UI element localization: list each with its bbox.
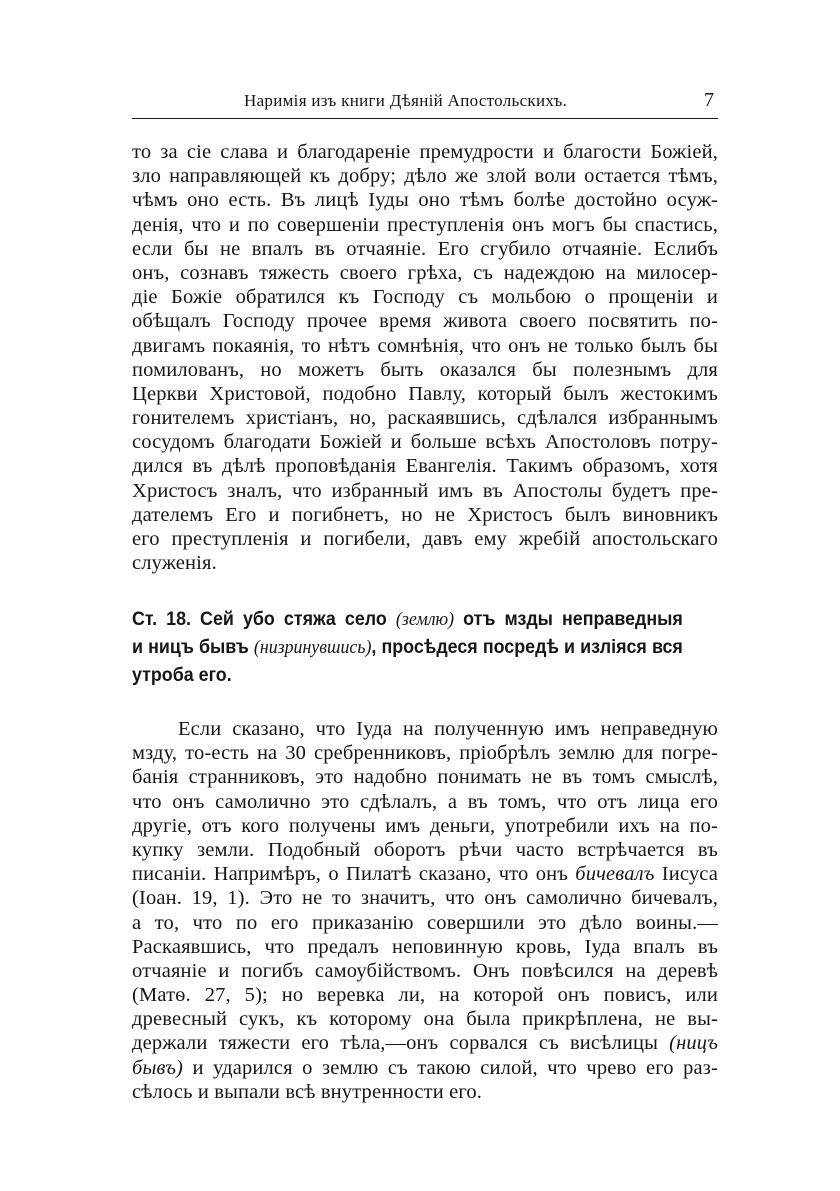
- text-line: Церкви Христовой, подобно Павлу, который былъ жестокимъ: [132, 382, 718, 405]
- verse-gloss: (низринувшись): [253, 637, 372, 658]
- commentary-paragraph-2: [132, 717, 718, 1104]
- text-line: онъ, сознавъ тяжесть своего грѣха, съ надеждою на милосер-: [132, 261, 718, 284]
- text-run: и ударился о землю съ такою силой, что чрево его раз-: [183, 1056, 718, 1079]
- text-line: если бы не впалъ въ отчаяніе. Его сгубило отчаяніе. Еслибъ: [132, 237, 718, 260]
- text-line: [132, 1031, 718, 1055]
- text-line: купку земли. Подобный оборотъ рѣчи часто встрѣчается въ: [132, 838, 718, 861]
- text-line: Раскаявшись, что предалъ неповинную кровь, Іуда впалъ въ: [132, 935, 718, 958]
- italic-word: бичевалъ: [575, 863, 655, 886]
- text-line: то за сіе слава и благодареніе премудрости и благости Божіей,: [132, 141, 718, 163]
- text-line: сѣлось и выпали всѣ внутренности его.: [132, 1080, 483, 1103]
- text-line: двигамъ покаянія, то нѣтъ сомнѣнія, что онъ не только былъ бы: [132, 334, 718, 357]
- text-line: (Матѳ. 27, 5); но веревка ли, на которой онъ повисъ, или: [132, 984, 718, 1007]
- text-line: что онъ самолично это сдѣлалъ, а въ томъ, что отъ лица его: [132, 790, 718, 813]
- italic-word: бывъ): [132, 1056, 184, 1079]
- text-line: отчаяніе и погибъ самоубійствомъ. Онъ повѣсился на деревѣ: [132, 959, 718, 982]
- text-line: Христосъ зналъ, что избранный имъ въ Апостолы будетъ пре-: [132, 479, 718, 502]
- text-line: обѣщалъ Господу прочее время живота своего посвятить по-: [132, 310, 718, 333]
- text-line: помилованъ, но можетъ быть оказался бы полезнымъ для: [132, 358, 718, 381]
- text-run: писаніи. Напримѣръ, о Пилатѣ сказано, что онъ: [132, 863, 576, 886]
- verse-text: Ст. 18. Сей убо стяжа село: [132, 609, 396, 630]
- text-line: Если сказано, что Іуда на полученную имъ неправедную: [178, 718, 718, 740]
- italic-word: (ницъ: [669, 1032, 718, 1055]
- text-line: а то, что по его приказанію совершили это дѣло воины.—: [132, 911, 718, 934]
- text-line: другіе, отъ кого получены имъ деньги, употребили ихъ на по-: [132, 814, 718, 837]
- text-line: діе Божіе обратился къ Господу съ мольбою о прощеніи и: [132, 286, 718, 309]
- verse-gloss: (землю): [395, 609, 455, 630]
- running-title: Наримія изъ книги Дѣяній Апостольскихъ.: [244, 91, 568, 110]
- verse-text: и ницъ бывъ: [132, 637, 254, 658]
- text-line: чѣмъ оно есть. Въ лицѣ Іуды оно тѣмъ болѣе достойно осуж-: [132, 189, 718, 212]
- text-line: [132, 862, 718, 886]
- verse-text: отъ мзды неправедныя: [454, 609, 683, 630]
- verse-text: , просѣдеся посредѣ и изліяся вся: [371, 637, 683, 658]
- verse-line: [132, 606, 683, 634]
- text-line: банія странниковъ, это надобно понимать не въ томъ смыслѣ,: [132, 766, 718, 789]
- text-run: держали тяжести его тѣла,—онъ сорвался съ висѣлицы: [132, 1032, 670, 1055]
- text-line: [132, 1056, 718, 1080]
- verse-line: [132, 634, 683, 662]
- text-run: Іисуса: [654, 863, 718, 886]
- text-line: денія, что и по совершеніи преступленія онъ могъ бы спастись,: [132, 213, 718, 236]
- text-line: древесный сукъ, къ которому она была прикрѣплена, не вы-: [132, 1008, 718, 1031]
- text-line: гонителемъ христіанъ, но, раскаявшись, сдѣлался избраннымъ: [132, 407, 718, 430]
- text-line: сосудомъ благодати Божіей и больше всѣхъ Апостоловъ потру-: [132, 431, 718, 454]
- text-line: дателемъ Его и погибнетъ, но не Христосъ былъ виновникъ: [132, 503, 718, 526]
- text-line: мзду, то-есть на 30 сребренниковъ, пріобрѣлъ землю для погре-: [132, 742, 718, 765]
- text-line: его преступленія и погибели, давъ ему жребій апостольскаго: [132, 528, 718, 550]
- verse-line: утроба его.: [132, 665, 232, 686]
- commentary-paragraph-1: [132, 140, 718, 575]
- text-line: дился въ дѣлѣ проповѣданія Евангелія. Такимъ образомъ, хотя: [132, 455, 718, 478]
- running-header: [132, 88, 718, 119]
- page-number: 7: [704, 89, 714, 111]
- verse-heading: [132, 606, 683, 690]
- text-line: служенія.: [132, 552, 217, 575]
- text-line: (Іоан. 19, 1). Это не то значитъ, что онъ самолично бичевалъ,: [132, 887, 718, 910]
- text-line: зло направляющей къ добру; дѣло же злой воли остается тѣмъ,: [132, 165, 718, 188]
